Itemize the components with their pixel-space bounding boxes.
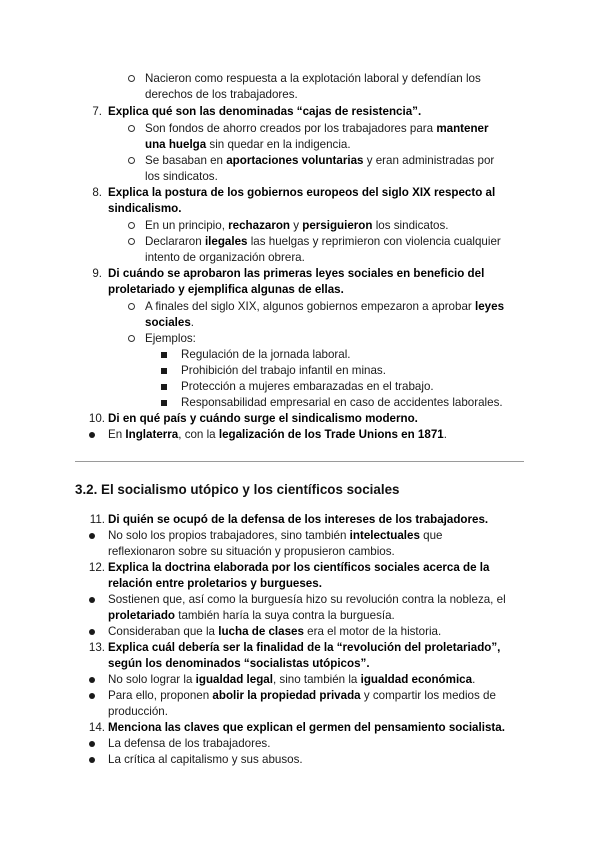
- text: Declararon: [145, 235, 205, 248]
- bold-text: aportaciones voluntarias: [226, 154, 364, 167]
- bullet-icon: [89, 741, 95, 747]
- horizontal-divider: [75, 461, 524, 462]
- hollow-bullet-icon: [128, 222, 135, 229]
- question-number: 14.: [88, 721, 105, 734]
- square-bullet-icon: [161, 400, 167, 406]
- question-12-continuation: [108, 576, 322, 592]
- text: .: [472, 673, 476, 686]
- bold-text: ilegales: [204, 235, 248, 248]
- list-item: La crítica al capitalismo y sus abusos.: [108, 753, 303, 766]
- question-14: [108, 720, 505, 736]
- hollow-bullet-icon: [128, 125, 135, 132]
- question-11: [108, 512, 488, 528]
- list-item-continuation: los sindicatos.: [145, 170, 218, 183]
- question-12: [108, 560, 489, 576]
- list-item: Sostienen que, así como la burguesía hizo su revolución contra la nobleza, el: [108, 593, 506, 606]
- bold-text: persiguieron: [302, 219, 373, 232]
- list-item-continuation: intento de organización obrera.: [145, 251, 305, 264]
- hollow-bullet-icon: [128, 238, 135, 245]
- question-text: Explica la doctrina elaborada por los científicos sociales acerca de la: [108, 561, 490, 574]
- question-13: [108, 640, 500, 656]
- hollow-bullet-icon: [128, 75, 135, 82]
- sub-list-item: Prohibición del trabajo infantil en minas.: [181, 364, 386, 377]
- text: las huelgas y reprimieron con violencia cualquier: [247, 235, 501, 248]
- question-number: 8.: [92, 186, 102, 199]
- question-8-continuation: [108, 201, 181, 217]
- bullet-icon: [89, 597, 95, 603]
- bold-text: sociales: [145, 316, 191, 329]
- question-number: 11.: [89, 513, 105, 526]
- question-text: Explica la postura de los gobiernos europeos del siglo XIX respecto al: [108, 186, 496, 199]
- question-text: Menciona las claves que explican el germen del pensamiento socialista.: [108, 721, 505, 734]
- bold-text: igualdad legal: [195, 673, 273, 686]
- question-text: sindicalismo.: [108, 202, 182, 215]
- text: Para ello, proponen: [108, 689, 213, 702]
- text: A finales del siglo XIX, algunos gobiernos empezaron a aprobar: [145, 300, 475, 313]
- list-item: [145, 299, 504, 315]
- question-text: Di en qué país y cuándo surge el sindicalismo moderno.: [108, 412, 418, 425]
- bold-text: mantener: [436, 122, 489, 135]
- bullet-icon: [89, 629, 95, 635]
- list-item-continuation: [108, 608, 395, 624]
- bullet-icon: [89, 432, 95, 438]
- bold-text: una huelga: [145, 138, 207, 151]
- text: No solo los propios trabajadores, sino también: [108, 529, 350, 542]
- sub-list-item: Protección a mujeres embarazadas en el trabajo.: [181, 380, 434, 393]
- list-item-continuation: [145, 315, 194, 331]
- question-number: 9.: [92, 267, 102, 280]
- list-item-continuation: derechos de los trabajadores.: [145, 88, 298, 101]
- square-bullet-icon: [161, 352, 167, 358]
- text: y: [290, 219, 303, 232]
- bold-text: rechazaron: [228, 219, 290, 232]
- question-number: 10.: [88, 412, 105, 425]
- text: No solo lograr la: [108, 673, 196, 686]
- question-8: [108, 185, 495, 201]
- text: y compartir los medios de: [360, 689, 496, 702]
- list-item: La defensa de los trabajadores.: [108, 737, 271, 750]
- list-item: [145, 153, 494, 169]
- text: En: [108, 428, 126, 441]
- text: En un principio,: [145, 219, 229, 232]
- bullet-icon: [89, 693, 95, 699]
- list-item-continuation: [145, 137, 351, 153]
- list-item: [145, 218, 449, 234]
- bold-text: legalización de los Trade Unions en 1871: [218, 428, 444, 441]
- question-9: [108, 266, 484, 282]
- hollow-bullet-icon: [128, 157, 135, 164]
- list-item: [145, 234, 501, 250]
- question-number: 12.: [88, 561, 105, 574]
- list-item: Ejemplos:: [145, 332, 196, 345]
- text: era el motor de la historia.: [303, 625, 442, 638]
- bold-text: proletariado: [108, 609, 175, 622]
- text: que: [419, 529, 443, 542]
- text: .: [443, 428, 447, 441]
- list-item-continuation: producción.: [108, 705, 168, 718]
- bold-text: leyes: [475, 300, 505, 313]
- text: y eran administradas por: [363, 154, 495, 167]
- text: los sindicatos.: [372, 219, 449, 232]
- question-text: Explica qué son las denominadas “cajas de resistencia”.: [108, 105, 422, 118]
- list-item-continuation: reflexionaron sobre su situación y propusieron cambios.: [108, 545, 395, 558]
- text: también haría la suya contra la burguesía.: [175, 609, 395, 622]
- text: Son fondos de ahorro creados por los trabajadores para: [145, 122, 437, 135]
- bold-text: intelectuales: [349, 529, 420, 542]
- list-item: [108, 528, 443, 544]
- question-text: según los denominados “socialistas utópicos”.: [108, 657, 370, 670]
- question-text: proletariado y ejemplifica algunas de ellas.: [108, 283, 344, 296]
- question-9-continuation: [108, 282, 344, 298]
- list-item: Nacieron como respuesta a la explotación laboral y defendían los: [145, 72, 481, 85]
- bold-text: lucha de clases: [218, 625, 304, 638]
- bold-text: igualdad económica: [360, 673, 473, 686]
- text: Consideraban que la: [108, 625, 219, 638]
- bold-text: Inglaterra: [125, 428, 179, 441]
- list-item: [108, 688, 496, 704]
- bullet-icon: [89, 677, 95, 683]
- sub-list-item: Responsabilidad empresarial en caso de accidentes laborales.: [181, 396, 503, 409]
- list-item: [108, 624, 441, 640]
- bullet-icon: [89, 533, 95, 539]
- list-item: [108, 672, 475, 688]
- question-text: Explica cuál debería ser la finalidad de la “revolución del proletariado”,: [108, 641, 501, 654]
- hollow-bullet-icon: [128, 303, 135, 310]
- question-text: Di quién se ocupó de la defensa de los intereses de los trabajadores.: [108, 513, 489, 526]
- text: Se basaban en: [145, 154, 227, 167]
- bold-text: abolir la propiedad privada: [212, 689, 361, 702]
- question-text: Di cuándo se aprobaron las primeras leyes sociales en beneficio del: [108, 267, 485, 280]
- question-number: 13.: [88, 641, 105, 654]
- list-item: [108, 427, 447, 443]
- section-heading: 3.2. El socialismo utópico y los científicos sociales: [75, 482, 400, 497]
- question-number: 7.: [92, 105, 102, 118]
- text: , con la: [178, 428, 219, 441]
- question-13-continuation: [108, 656, 370, 672]
- square-bullet-icon: [161, 384, 167, 390]
- bullet-icon: [89, 757, 95, 763]
- hollow-bullet-icon: [128, 335, 135, 342]
- text: , sino también la: [272, 673, 361, 686]
- question-10: [108, 411, 418, 427]
- sub-list-item: Regulación de la jornada laboral.: [181, 348, 351, 361]
- question-text: relación entre proletarios y burgueses.: [108, 577, 322, 590]
- text: sin quedar en la indigencia.: [206, 138, 351, 151]
- list-item: [145, 121, 489, 137]
- square-bullet-icon: [161, 368, 167, 374]
- question-7: [108, 104, 421, 120]
- text: .: [190, 316, 194, 329]
